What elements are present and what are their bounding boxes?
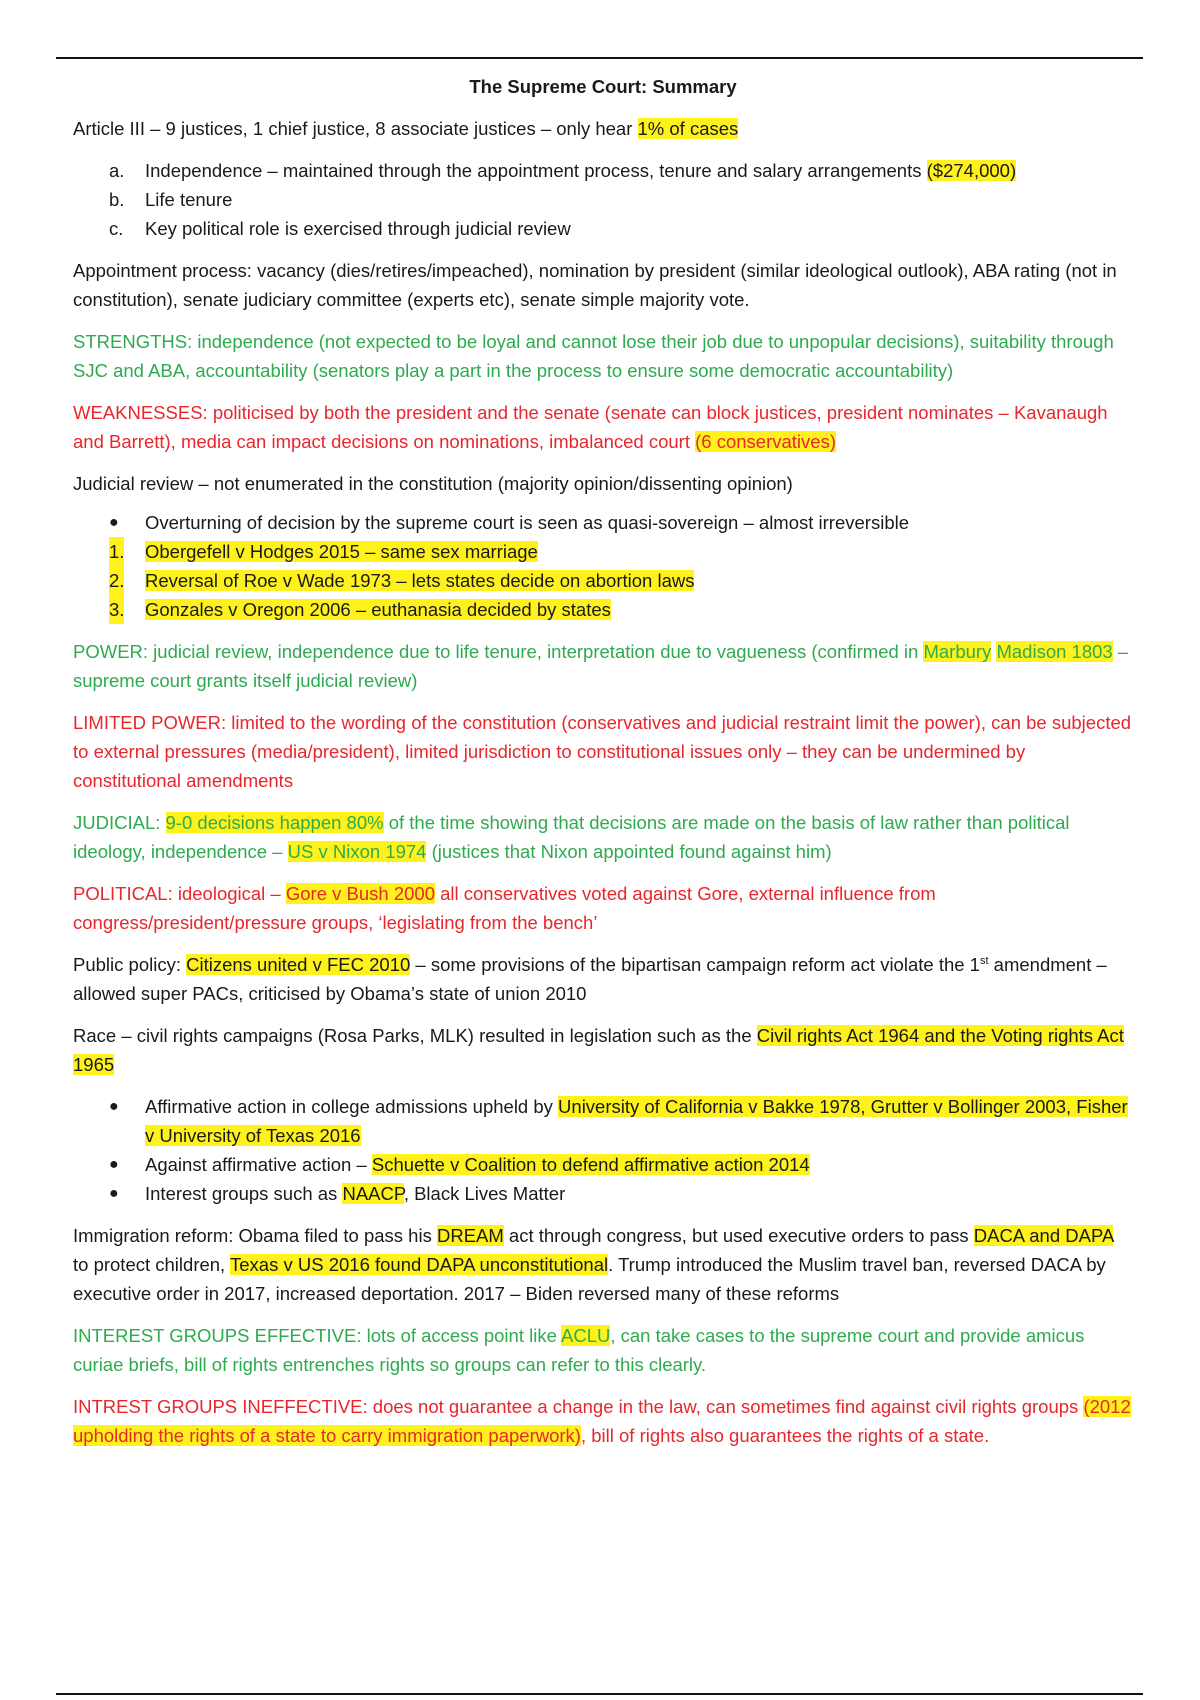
ig-ineffective-highlight: (2012 upholding the rights of a state to carry immigration paperwork)	[73, 1396, 1131, 1446]
case-list	[73, 537, 1133, 624]
power-text: POWER: judicial review, independence due to life tenure, interpretation due to vagueness (confirmed in	[73, 641, 924, 662]
limited-power-paragraph: LIMITED POWER: limited to the wording of the constitution (conservatives and judicial restraint limit the power), can be subjected to external pressures (media/president), limited jurisdiction to constitutional issues only – they can be undermined by constitutional amendments	[73, 712, 1132, 791]
list-item-text: Reversal of Roe v Wade 1973 – lets states decide on abortion laws	[145, 570, 695, 591]
list-marker: c.	[109, 218, 124, 239]
list-item-text: Affirmative action in college admissions upheld by	[145, 1096, 559, 1117]
list-marker: 1.	[109, 537, 124, 566]
list-item	[73, 1150, 1133, 1179]
political-paragraph	[73, 879, 1133, 937]
power-paragraph	[73, 637, 1133, 695]
judicial-review-bullets	[73, 508, 1133, 537]
list-item	[73, 508, 1133, 537]
bottom-rule	[56, 1693, 1143, 1695]
public-policy-text: Public policy:	[73, 954, 187, 975]
judicial-text: of the time showing that decisions are made on the basis of law rather than political ideology, independence –	[73, 812, 1070, 862]
ig-effective-text: INTEREST GROUPS EFFECTIVE: lots of access point like	[73, 1325, 561, 1346]
judicial-text: (justices that Nixon appointed found against him)	[426, 841, 832, 862]
appointment-paragraph: Appointment process: vacancy (dies/retires/impeached), nomination by president (similar ideological outlook), ABA rating (not in constitution), senate judiciary committee (experts etc), senate simple majority vote.	[73, 260, 1117, 310]
judicial-highlight: 9-0 decisions happen 80%	[165, 812, 384, 833]
list-item-text: Key political role is exercised through judicial review	[145, 218, 571, 239]
ig-effective-paragraph	[73, 1321, 1133, 1379]
list-item-highlight: ($274,000)	[926, 160, 1017, 181]
list-item-text: Life tenure	[145, 189, 233, 210]
list-item-text: Independence – maintained through the appointment process, tenure and salary arrangements	[145, 160, 927, 181]
power-highlight: Madison 1803	[996, 641, 1113, 662]
immigration-text: act through congress, but used executive orders to pass	[503, 1225, 974, 1246]
document-page	[73, 72, 1133, 1463]
superscript: st	[979, 954, 989, 967]
ig-ineffective-paragraph	[73, 1392, 1133, 1450]
list-marker: 3.	[109, 595, 124, 624]
list-item	[73, 214, 1133, 243]
list-item-text: , Black Lives Matter	[403, 1183, 566, 1204]
list-item	[73, 566, 1133, 595]
political-text: all conservatives voted against Gore, external influence from congress/president/pressure groups, ‘legislating from the bench’	[73, 883, 936, 933]
political-highlight: Gore v Bush 2000	[285, 883, 435, 904]
power-text: – supreme court grants itself judicial review)	[73, 641, 1129, 691]
bullet-icon: ●	[109, 1185, 119, 1202]
list-item-text: Gonzales v Oregon 2006 – euthanasia decided by states	[145, 599, 611, 620]
bullet-icon: ●	[109, 1098, 119, 1115]
public-policy-paragraph	[73, 950, 1133, 1008]
power-highlight: Marbury	[923, 641, 992, 662]
judicial-text: JUDICIAL:	[73, 812, 166, 833]
list-marker: b.	[109, 189, 125, 210]
ig-effective-text: , can take cases to the supreme court and provide amicus curiae briefs, bill of rights entrenches rights so groups can refer to this clearly.	[73, 1325, 1085, 1375]
list-item	[73, 537, 1133, 566]
list-item-highlight: Schuette v Coalition to defend affirmative action 2014	[371, 1154, 810, 1175]
list-item-highlight: University of California v Bakke 1978, Grutter v Bollinger 2003, Fisher v University of Texas 2016	[145, 1096, 1128, 1146]
article-paragraph	[73, 114, 1133, 143]
ig-ineffective-text: INTREST GROUPS INEFFECTIVE: does not guarantee a change in the law, can sometimes find against civil rights groups	[73, 1396, 1084, 1417]
page-title: The Supreme Court: Summary	[469, 76, 737, 97]
list-item-text: Overturning of decision by the supreme court is seen as quasi-sovereign – almost irreversible	[145, 512, 910, 533]
race-highlight: Civil rights Act 1964 and the Voting rights Act 1965	[73, 1025, 1124, 1075]
list-marker: 2.	[109, 566, 124, 595]
public-policy-text: amendment – allowed super PACs, criticised by Obama’s state of union 2010	[73, 954, 1107, 1004]
race-text: Race – civil rights campaigns (Rosa Parks, MLK) resulted in legislation such as the	[73, 1025, 757, 1046]
list-item-text: Obergefell v Hodges 2015 – same sex marriage	[145, 541, 538, 562]
immigration-highlight: DREAM	[436, 1225, 504, 1246]
political-text: POLITICAL: ideological –	[73, 883, 286, 904]
race-bullets	[73, 1092, 1133, 1208]
list-item-highlight: NAACP	[342, 1183, 404, 1204]
list-item	[73, 185, 1133, 214]
judicial-paragraph	[73, 808, 1133, 866]
list-item-text: Interest groups such as	[145, 1183, 343, 1204]
ig-effective-highlight: ACLU	[561, 1325, 611, 1346]
list-marker: a.	[109, 160, 125, 181]
list-item	[73, 1179, 1133, 1208]
race-paragraph	[73, 1021, 1133, 1079]
article-list	[73, 156, 1133, 243]
immigration-highlight: DACA and DAPA	[973, 1225, 1114, 1246]
bullet-icon: ●	[109, 1156, 119, 1173]
judicial-highlight: US v Nixon 1974	[287, 841, 427, 862]
immigration-text: to protect children,	[73, 1254, 230, 1275]
public-policy-text: – some provisions of the bipartisan campaign reform act violate the 1	[410, 954, 980, 975]
immigration-highlight: Texas v US 2016 found DAPA unconstitutional	[230, 1254, 609, 1275]
article-text: Article III – 9 justices, 1 chief justice, 8 associate justices – only hear	[73, 118, 638, 139]
article-highlight: 1% of cases	[637, 118, 739, 139]
list-item-text: Against affirmative action –	[145, 1154, 372, 1175]
bullet-icon: ●	[109, 514, 119, 531]
ig-ineffective-text: , bill of rights also guarantees the rights of a state.	[580, 1425, 990, 1446]
weaknesses-text: WEAKNESSES: politicised by both the president and the senate (senate can block justices, president nominates – Kavanaugh and Barrett), media can impact decisions on nominations, imbalanced court	[73, 402, 1108, 452]
immigration-text: . Trump introduced the Muslim travel ban, reversed DACA by executive order in 2017, increased deportation. 2017 – Biden reversed many of these reforms	[73, 1254, 1106, 1304]
list-item	[73, 156, 1133, 185]
list-item	[73, 595, 1133, 624]
weaknesses-highlight: (6 conservatives)	[695, 431, 836, 452]
strengths-paragraph: STRENGTHS: independence (not expected to be loyal and cannot lose their job due to unpopular decisions), suitability through SJC and ABA, accountability (senators play a part in the process to ensure some democratic accountability)	[73, 331, 1114, 381]
weaknesses-paragraph	[73, 398, 1133, 456]
immigration-paragraph	[73, 1221, 1133, 1308]
public-policy-highlight: Citizens united v FEC 2010	[186, 954, 411, 975]
list-item	[73, 1092, 1133, 1150]
immigration-text: Immigration reform: Obama filed to pass his	[73, 1225, 437, 1246]
top-rule	[56, 57, 1143, 59]
judicial-review-paragraph: Judicial review – not enumerated in the constitution (majority opinion/dissenting opinion)	[73, 473, 793, 494]
